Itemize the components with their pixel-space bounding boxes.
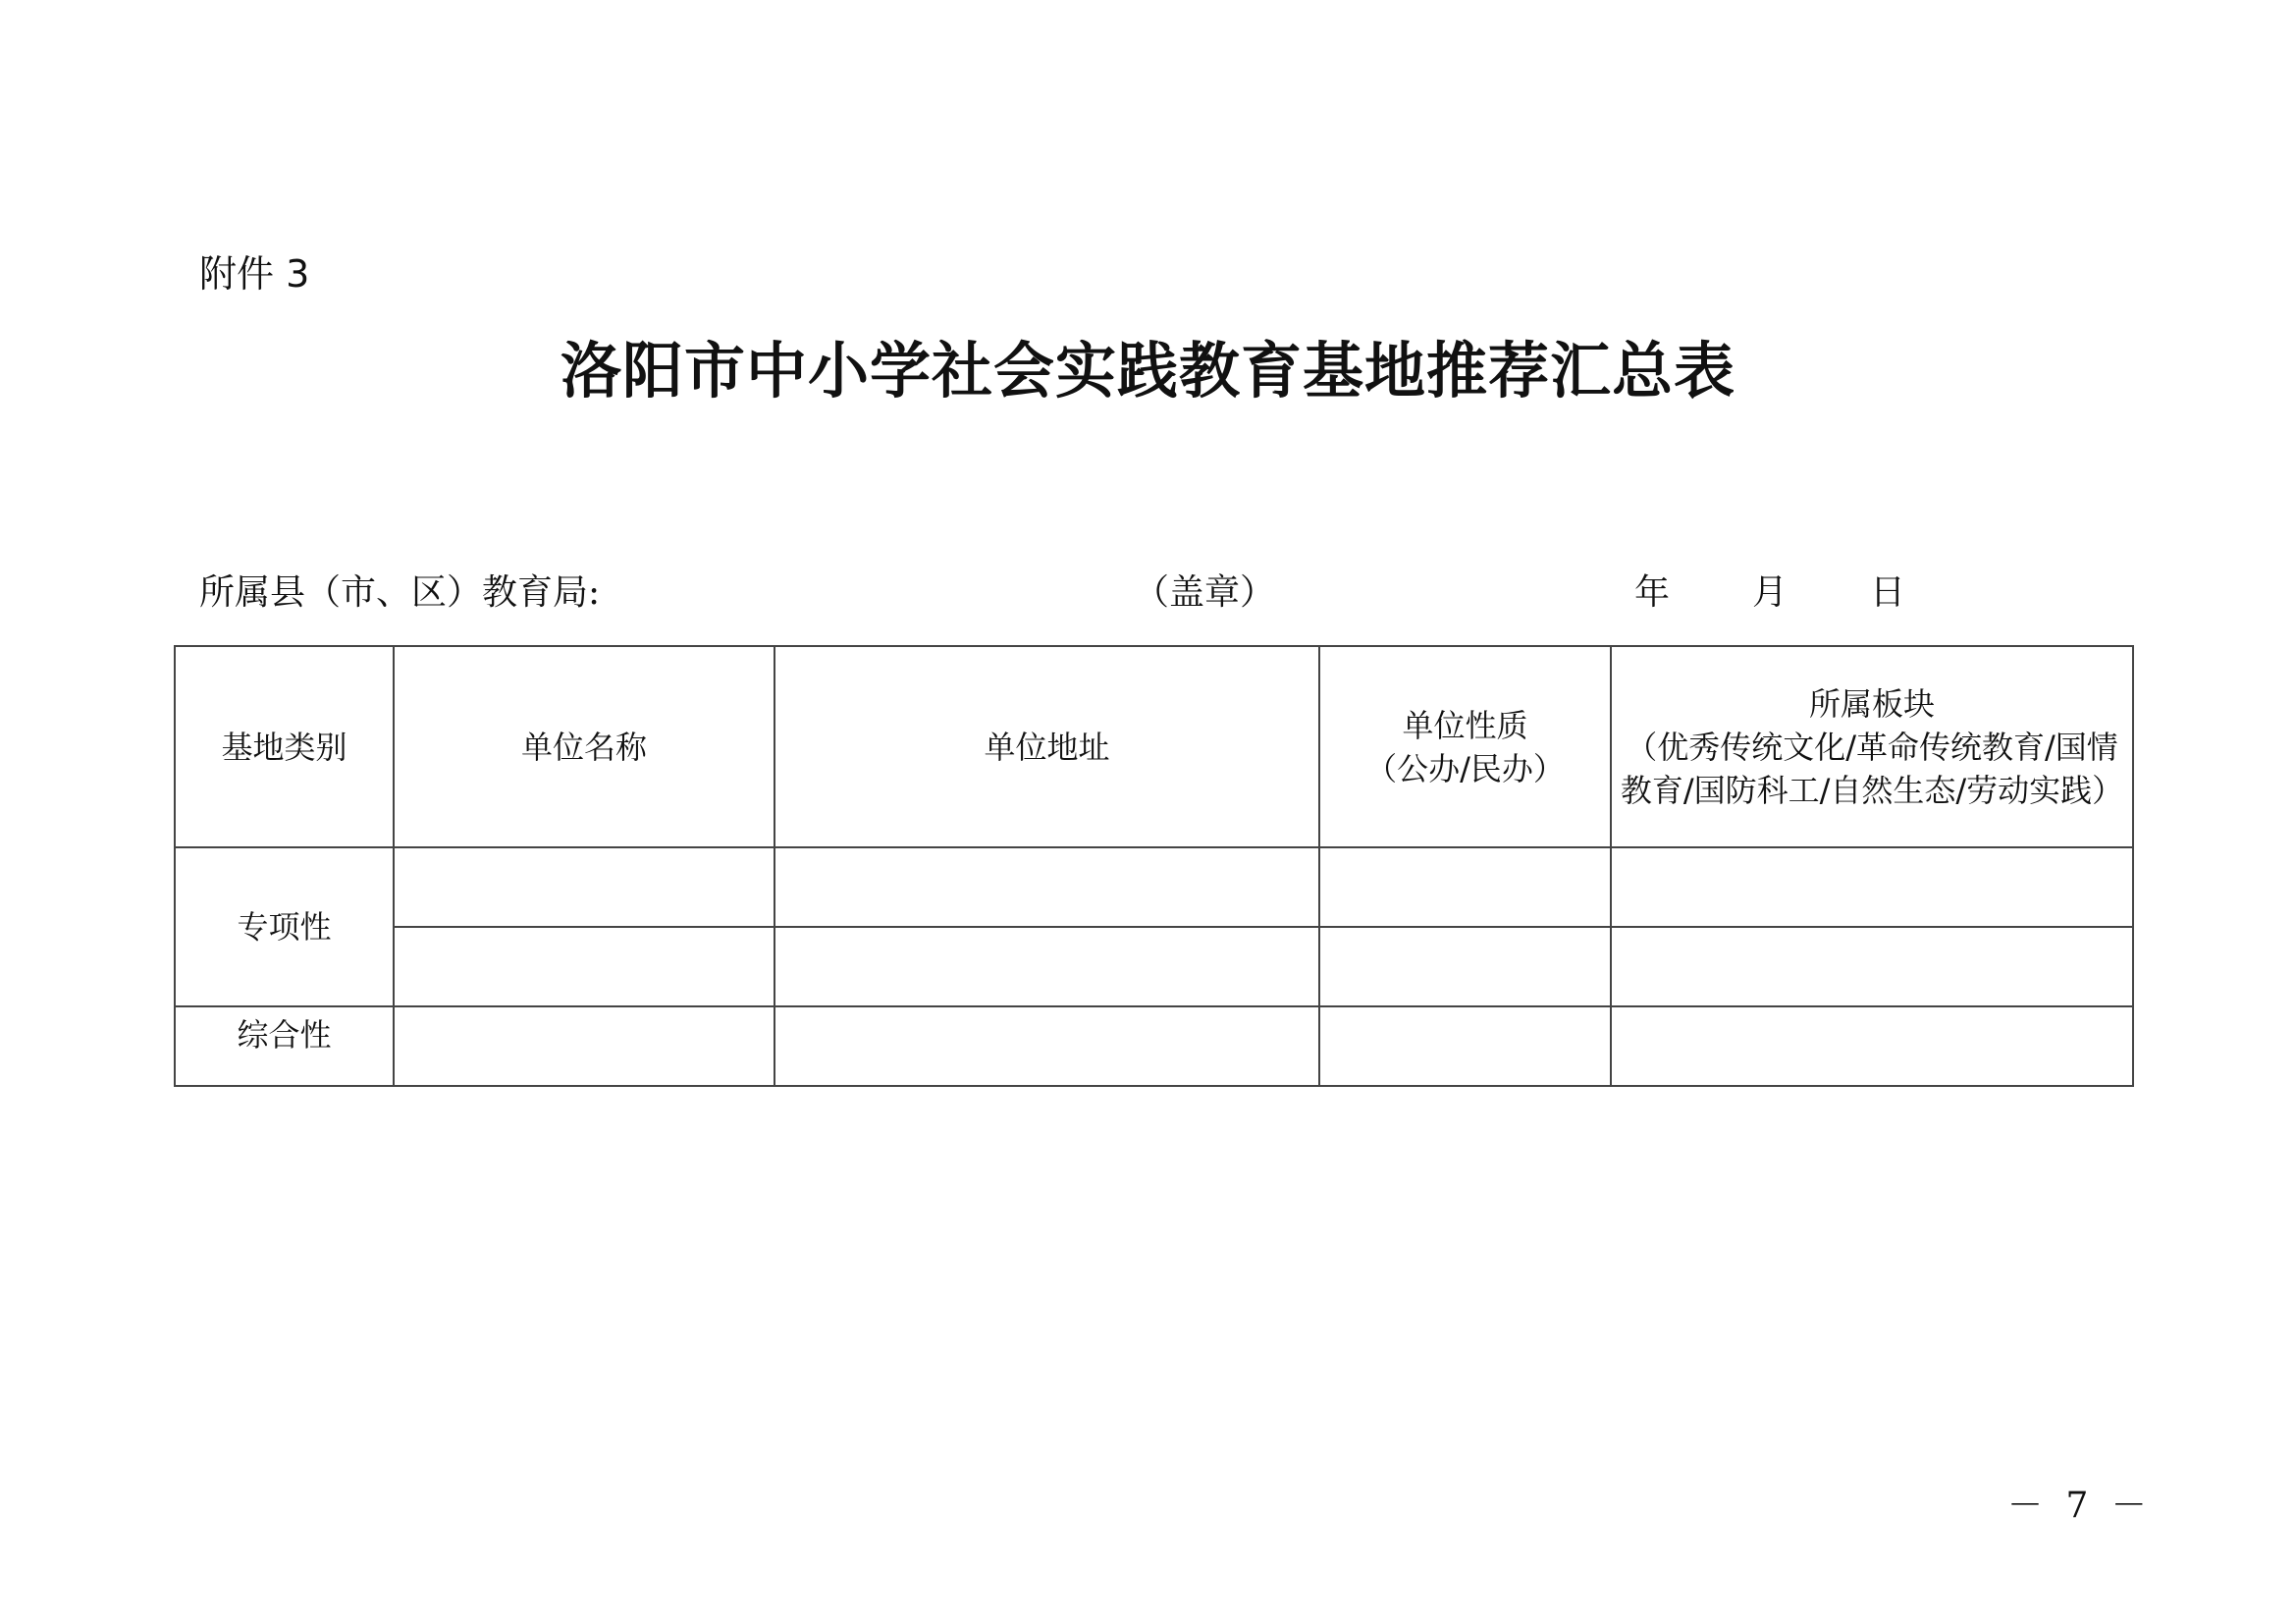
header-nature-line1: 单位性质 (1402, 706, 1528, 744)
page-number: － 7 － (2007, 1486, 2153, 1526)
summary-table (174, 645, 2134, 1087)
bureau-label: 所属县（市、区）教育局: (199, 572, 601, 613)
table-row (175, 1006, 2133, 1086)
table-row (175, 847, 2133, 927)
category-special: 专项性 (175, 847, 394, 1006)
day-label: 日 (1870, 572, 1906, 613)
header-nature (1319, 646, 1611, 847)
table-cell (774, 1006, 1319, 1086)
header-nature-line2: （公办/民办） (1365, 749, 1565, 787)
table-cell (1611, 927, 2133, 1006)
table-cell (774, 847, 1319, 927)
year-label: 年 (1634, 572, 1671, 613)
attachment-label: 附件 3 (199, 252, 310, 296)
month-label: 月 (1752, 572, 1789, 613)
table-header-row (175, 646, 2133, 847)
header-sector-line1: 所属板块 (1808, 684, 1935, 723)
table-cell (1319, 1006, 1611, 1086)
table-cell (1319, 847, 1611, 927)
table-cell (1611, 1006, 2133, 1086)
table-cell (394, 847, 774, 927)
table-cell (1611, 847, 2133, 927)
table-cell (394, 1006, 774, 1086)
header-sector-line2: （优秀传统文化/革命传统教育/国情教育/国防科工/自然生态/劳动实践） (1620, 728, 2124, 809)
table-cell (394, 927, 774, 1006)
header-category: 基地类别 (175, 646, 394, 847)
table-row (175, 927, 2133, 1006)
category-comprehensive: 综合性 (175, 1006, 394, 1086)
table-cell (1319, 927, 1611, 1006)
header-address: 单位地址 (774, 646, 1319, 847)
header-sector (1611, 646, 2133, 847)
table-cell (774, 927, 1319, 1006)
header-name: 单位名称 (394, 646, 774, 847)
seal-label: （盖章） (1134, 572, 1276, 613)
page-title: 洛阳市中小学社会实践教育基地推荐汇总表 (560, 335, 1735, 406)
